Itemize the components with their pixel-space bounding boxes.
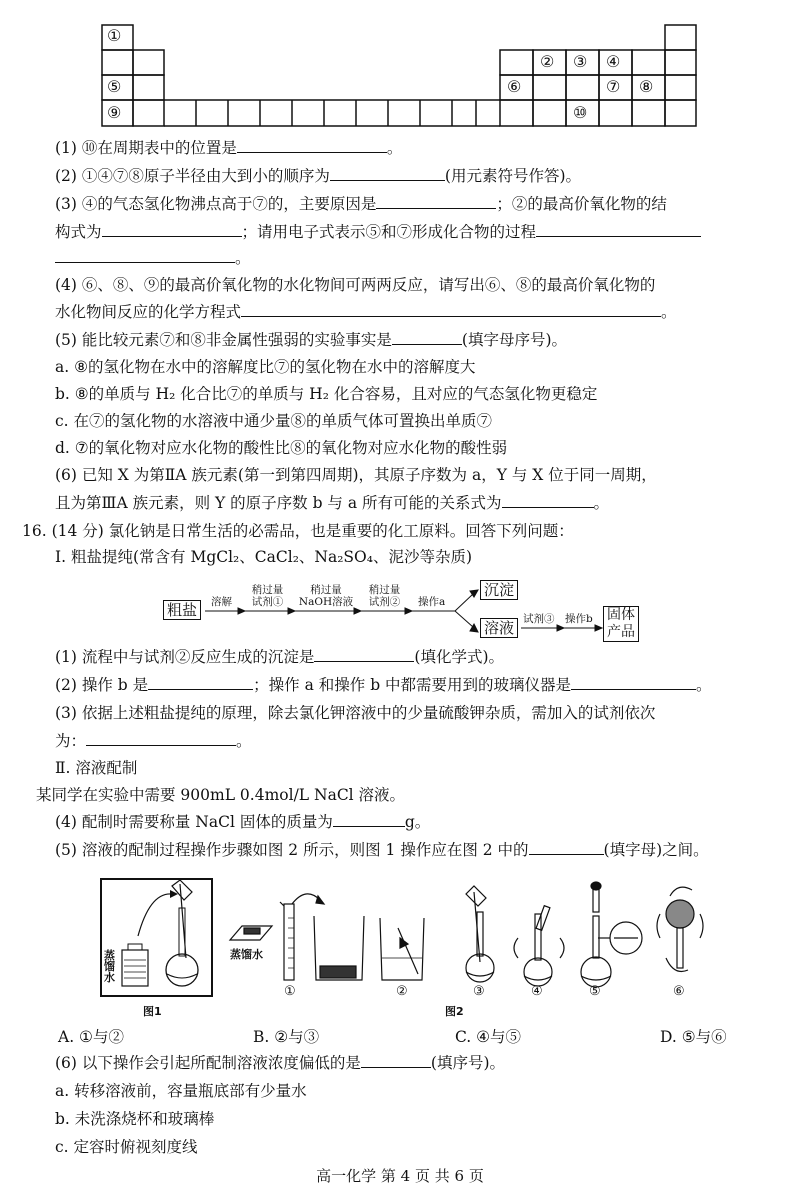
q15-p6b: 且为第ⅢA 族元素，则 Y 的原子序数 b 与 a 所有可能的关系式为 。 xyxy=(55,494,610,512)
answer-blank[interactable] xyxy=(333,812,405,827)
figure-1-water-label: 蒸 馏 水 xyxy=(104,949,115,984)
q16-p3b: 为： 。 xyxy=(55,732,252,750)
figure-2-water-label: 蒸馏水 xyxy=(230,948,263,961)
flow-label-dissolve: 溶解 xyxy=(211,596,232,608)
q15-p3e: 。 xyxy=(55,248,251,268)
option-c[interactable]: C. ④与⑤ xyxy=(455,1028,522,1046)
figure-2-step-2: ② xyxy=(396,984,408,999)
answer-blank[interactable] xyxy=(148,675,253,690)
answer-blank[interactable] xyxy=(55,248,235,263)
q15-p5c: c. 在⑦的氢化物的水溶液中通少量⑧的单质气体可置换出单质⑦ xyxy=(55,412,493,430)
q16-section-1: Ⅰ. 粗盐提纯(常含有 MgCl₂、CaCl₂、Na₂SO₄、泥沙等杂质) xyxy=(55,548,473,566)
answer-blank[interactable] xyxy=(102,222,242,237)
answer-blank[interactable] xyxy=(330,166,445,181)
q15-p5a: a. ⑧的氢化物在水中的溶解度比⑦的氢化物在水中的溶解度大 xyxy=(55,358,476,376)
q15-p3a: (3) ④的气态氢化物沸点高于⑦的，主要原因是 ；②的最高价氧化物的结 xyxy=(55,195,667,213)
flow-precipitate-box: 沉淀 xyxy=(480,580,518,600)
periodic-table xyxy=(101,24,701,134)
cell-10: ⑩ xyxy=(573,103,588,122)
figure-2-step-4: ④ xyxy=(531,984,543,999)
flow-diagram xyxy=(155,578,635,648)
figure-1-drawing xyxy=(100,878,213,998)
answer-blank[interactable] xyxy=(571,675,696,690)
page-footer: 高一化学 第 4 页 共 6 页 xyxy=(316,1167,484,1185)
answer-blank[interactable] xyxy=(376,194,496,209)
q16-p2: (2) 操作 b 是 ；操作 a 和操作 b 中都需要用到的玻璃仪器是 。 xyxy=(55,676,712,694)
q16-head: 16. (14 分) 氯化钠是日常生活的必需品，也是重要的化工原料。回答下列问题： xyxy=(22,522,574,540)
cell-2: ② xyxy=(540,52,555,71)
answer-blank[interactable] xyxy=(529,840,604,855)
option-d[interactable]: D. ⑤与⑥ xyxy=(660,1028,727,1046)
q15-p3c: 构式为 ；请用电子式表示⑤和⑦形成化合物的过程 xyxy=(55,222,701,242)
answer-blank[interactable] xyxy=(314,647,414,662)
q16-p6c: c. 定容时俯视刻度线 xyxy=(55,1138,198,1156)
figure-2 xyxy=(222,878,722,1003)
q15-p5d: d. ⑦的氧化物对应水化物的酸性比⑧的氧化物对应水化物的酸性弱 xyxy=(55,439,508,457)
figure-2-step-1: ① xyxy=(284,984,296,999)
flow-label-naoh: 稍过量 NaOH溶液 xyxy=(298,584,354,608)
q16-p6: (6) 以下操作会引起所配制溶液浓度偏低的是 (填序号)。 xyxy=(55,1054,505,1072)
q16-p1: (1) 流程中与试剂②反应生成的沉淀是 (填化学式)。 xyxy=(55,648,504,666)
q15-p4a: (4) ⑥、⑧、⑨的最高价氧化物的水化物间可两两反应，请写出⑥、⑧的最高价氧化物的 xyxy=(55,276,656,294)
q16-p3a: (3) 依据上述粗盐提纯的原理，除去氯化钾溶液中的少量硫酸钾杂质，需加入的试剂依次 xyxy=(55,704,656,722)
answer-blank[interactable] xyxy=(536,222,701,237)
q15-p6a: (6) 已知 X 为第ⅡA 族元素(第一到第四周期)，其原子序数为 a，Y 与 X 位于同一周期， xyxy=(55,466,657,484)
cell-9: ⑨ xyxy=(107,103,122,122)
cell-8: ⑧ xyxy=(639,77,654,96)
figure-2-step-6: ⑥ xyxy=(673,984,685,999)
flow-solution-box: 溶液 xyxy=(480,618,518,638)
cell-5: ⑤ xyxy=(107,77,122,96)
cell-1: ① xyxy=(107,26,122,45)
figure-2-step-3: ③ xyxy=(473,984,485,999)
cell-7: ⑦ xyxy=(606,77,621,96)
figure-2-caption: 图2 xyxy=(445,1005,464,1018)
cell-4: ④ xyxy=(606,52,621,71)
q16-p4: (4) 配制时需要称量 NaCl 固体的质量为 g。 xyxy=(55,813,431,831)
answer-blank[interactable] xyxy=(392,330,462,345)
q16-section-2: Ⅱ. 溶液配制 xyxy=(55,759,138,777)
flow-product-box: 固体 产品 xyxy=(603,606,639,642)
figure-1-caption: 图1 xyxy=(143,1005,162,1018)
option-b[interactable]: B. ②与③ xyxy=(253,1028,320,1046)
figure-2-drawing xyxy=(222,878,722,1003)
q15-p5: (5) 能比较元素⑦和⑧非金属性强弱的实验事实是 (填字母序号)。 xyxy=(55,331,567,349)
flow-label-reagent1: 稍过量 试剂① xyxy=(251,584,284,608)
q15-p5b: b. ⑧的单质与 H₂ 化合比⑦的单质与 H₂ 化合容易，且对应的气态氢化物更稳定 xyxy=(55,385,598,403)
figure-1 xyxy=(100,878,213,998)
answer-blank[interactable] xyxy=(241,302,661,317)
q16-p6b: b. 未洗涤烧杯和玻璃棒 xyxy=(55,1110,215,1128)
option-a[interactable]: A. ①与② xyxy=(58,1028,124,1046)
figure-2-step-5: ⑤ xyxy=(589,984,601,999)
cell-6: ⑥ xyxy=(507,77,522,96)
cell-3: ③ xyxy=(573,52,588,71)
answer-blank[interactable] xyxy=(502,493,594,508)
answer-blank[interactable] xyxy=(86,731,236,746)
q16-p5: (5) 溶液的配制过程操作步骤如图 2 所示，则图 1 操作应在图 2 中的 (填字母)之间。 xyxy=(55,841,709,859)
q15-p2: (2) ①④⑦⑧原子半径由大到小的顺序为 (用元素符号作答)。 xyxy=(55,167,581,185)
q15-p1: (1) ⑩在周期表中的位置是 。 xyxy=(55,139,403,157)
flow-label-reagent2: 稍过量 试剂② xyxy=(368,584,401,608)
flow-start-box: 粗盐 xyxy=(163,600,201,620)
flow-label-reagent3: 试剂③ xyxy=(523,613,555,625)
answer-blank[interactable] xyxy=(361,1053,431,1068)
flow-label-op-a: 操作a xyxy=(418,596,446,608)
flow-label-op-b: 操作b xyxy=(565,613,593,625)
q16-s2-text: 某同学在实验中需要 900mL 0.4mol/L NaCl 溶液。 xyxy=(36,786,406,804)
q15-p4b: 水化物间反应的化学方程式 。 xyxy=(55,303,677,321)
q16-p6a: a. 转移溶液前，容量瓶底部有少量水 xyxy=(55,1082,307,1100)
answer-blank[interactable] xyxy=(237,138,387,153)
